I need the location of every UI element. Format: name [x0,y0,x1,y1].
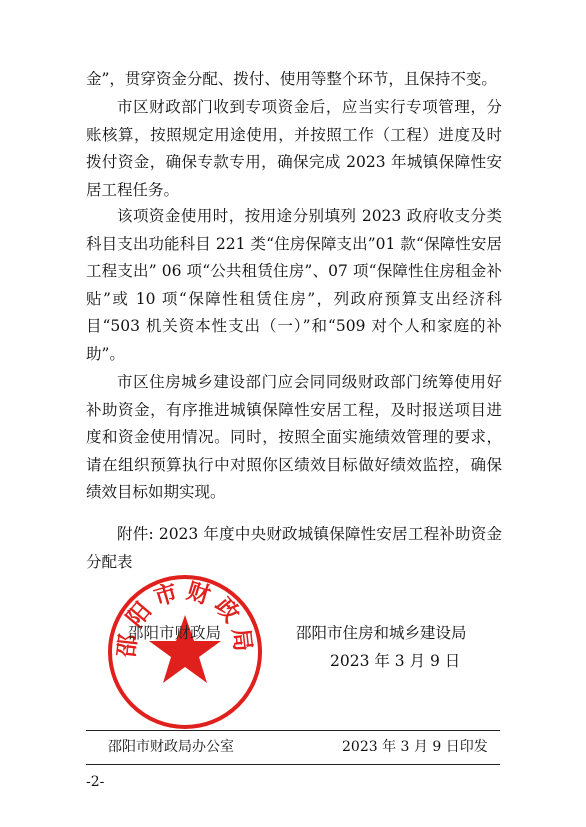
paragraph-4: 市区住房城乡建设部门应会同同级财政部门统筹使用好补助资金，有序推进城镇保障性安居工程，及时报送项目进度和资金使用情况。同时，按照全面实施绩效管理的要求，请在组织预算执行中对照你区绩效目标做好绩效监控，确保绩效目标如期实现。 [86,373,502,501]
paragraph-3: 该项资金使用时，按用途分别填列 2023 政府收支分类科目支出功能科目 221 类“住房保障支出”01 款“保障性安居工程支出” 06 项“公共租赁住房”、07 项“保障性住房租金补贴”或 10 项“保障性租赁住房”，列政府预算支出经济科目“503 机关资本性支出（一）”和“509 对个人和家庭的补助”。 [86,207,502,363]
footer-rule-top [86,730,500,731]
page-number: -2- [86,774,105,790]
issue-date: 2023 年 3 月 9 日印发 [342,739,488,755]
signature-right-org: 邵阳市住房和城乡建设局 [296,624,467,642]
issuing-office: 邵阳市财政局办公室 [108,739,234,755]
paragraph-2: 市区财政部门收到专项资金后，应当实行专项管理，分账核算，按照规定用途使用，并按照工作（工程）进度及时拨付资金，确保专款专用，确保完成 2023 年城镇保障性安居工程任务。 [86,98,502,199]
attachment-note: 附件: 2023 年度中央财政城镇保障性安居工程补助资金分配表 [86,525,502,571]
footer-rule-bottom [86,764,500,765]
signature-left-org: 邵阳市财政局 [128,624,222,642]
signature-date: 2023 年 3 月 9 日 [330,652,461,670]
paragraph-1: 金”，贯穿资金分配、拨付、使用等整个环节，且保持不变。 [86,70,497,88]
svg-text:邵阳市财政局: 邵阳市财政局 [112,577,258,659]
official-seal [106,573,264,731]
